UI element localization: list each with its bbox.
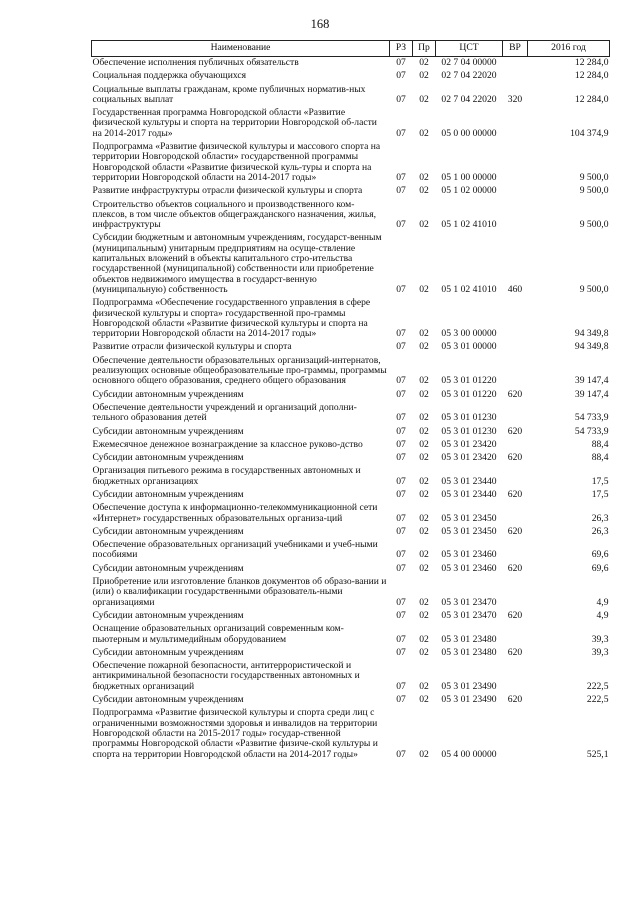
row-vr-cell: [503, 57, 528, 71]
row-rz-cell: 07: [396, 562, 406, 574]
header-cst: ЦСТ: [436, 41, 503, 57]
table-row: [92, 341, 610, 354]
table-row: [92, 526, 610, 539]
row-name-cell: Строительство объектов социального и производственного ком-плексов, в том числе объектов общегражданского назначения, жилья, инфраструктуры: [92, 198, 377, 231]
row-vr-cell: [503, 623, 528, 647]
row-rz-cell: 07: [396, 549, 406, 561]
row-pr-cell: 02: [419, 562, 429, 574]
row-vr-cell: 460: [507, 283, 523, 295]
row-rz-cell: 07: [396, 70, 406, 82]
row-name-cell: Обеспечение деятельности учреждений и организаций дополни-тельного образования детей: [92, 401, 357, 424]
row-pr-cell: 02: [419, 512, 429, 524]
row-cst-cell: 05 3 01 23470: [441, 596, 497, 608]
row-name-cell: Субсидии автономным учреждениям: [92, 452, 244, 464]
row-vr-cell: 620: [507, 562, 523, 574]
row-vr-cell: [503, 355, 528, 389]
table-row: [92, 452, 610, 465]
table-row: [92, 402, 610, 426]
row-cst-cell: 05 3 01 23420: [441, 438, 497, 450]
row-amount-cell: 54 733,9: [574, 425, 609, 437]
row-rz-cell: 07: [396, 127, 406, 139]
table-row: [92, 389, 610, 402]
row-vr-cell: 620: [507, 488, 523, 500]
row-name-cell: Субсидии автономным учреждениям: [92, 425, 244, 437]
row-cst-cell: 05 3 01 23450: [441, 525, 497, 537]
row-cst-cell: 05 3 01 23480: [441, 646, 497, 658]
row-vr-cell: 620: [507, 388, 523, 400]
row-amount-cell: 39 147,4: [574, 388, 609, 400]
row-cst-cell: 05 3 01 23460: [441, 549, 497, 561]
row-pr-cell: 02: [419, 748, 429, 760]
row-name-cell: Социальные выплаты гражданам, кроме публичных норматив-ных социальных выплат: [92, 83, 366, 105]
row-amount-cell: 26,3: [591, 525, 609, 537]
row-rz-cell: 07: [396, 452, 406, 464]
row-rz-cell: 07: [396, 694, 406, 706]
row-cst-cell: 05 1 02 41010: [441, 283, 497, 295]
row-name-cell: Обеспечение пожарной безопасности, антитеррористической и антикриминальной безопасности государственных автономных и бюджетных организаций: [92, 660, 360, 692]
row-vr-cell: 620: [507, 646, 523, 658]
row-rz-cell: 07: [396, 171, 406, 183]
row-amount-cell: 69,6: [591, 549, 609, 561]
row-name-cell: Развитие отрасли физической культуры и спорта: [92, 341, 292, 353]
row-vr-cell: [503, 707, 528, 761]
row-amount-cell: 39,3: [591, 633, 609, 645]
row-rz-cell: 07: [396, 219, 406, 231]
row-cst-cell: 02 7 04 22020: [441, 93, 497, 105]
row-amount-cell: 9 500,0: [579, 219, 609, 231]
row-amount-cell: 88,4: [591, 438, 609, 450]
row-cst-cell: 05 3 01 23490: [441, 694, 497, 706]
table-row: [92, 647, 610, 660]
row-amount-cell: 17,5: [591, 475, 609, 487]
row-pr-cell: 02: [419, 596, 429, 608]
row-name-cell: Субсидии автономным учреждениям: [92, 646, 244, 658]
table-header-row: [92, 41, 610, 57]
row-cst-cell: 02 7 04 00000: [441, 57, 497, 68]
row-rz-cell: 07: [396, 512, 406, 524]
row-cst-cell: 05 3 01 01220: [441, 388, 497, 400]
row-vr-cell: [503, 576, 528, 610]
row-name-cell: Подпрограмма «Развитие физической культуры и массового спорта на территории Новгородской области» государственной программы Новгородской области «Развитие физической куль-туры и спорта на территории Новгородской области на 2014-2017 годы»: [92, 141, 381, 183]
row-pr-cell: 02: [419, 549, 429, 561]
row-name-cell: Подпрограмма «Обеспечение государственного управления в сфере физической культуры и спорта» государственной про-граммы Новгородской области «Развитие физической культуры и спорта на территории Новгородской области на 2014-2017 годы»: [92, 297, 371, 340]
row-pr-cell: 02: [419, 388, 429, 400]
row-amount-cell: 525,1: [586, 748, 609, 760]
budget-table: [91, 40, 610, 762]
row-amount-cell: 9 500,0: [579, 283, 609, 295]
row-name-cell: Субсидии автономным учреждениям: [92, 562, 244, 574]
row-name-cell: Оснащение образовательных организаций современным ком-пьютерным и мультимедийным оборудованием: [92, 623, 344, 645]
row-pr-cell: 02: [419, 646, 429, 658]
row-amount-cell: 104 374,9: [570, 127, 609, 139]
table-row: [92, 439, 610, 452]
row-cst-cell: 05 3 01 01220: [441, 375, 497, 387]
row-amount-cell: 4,9: [596, 596, 609, 608]
row-name-cell: Субсидии автономным учреждениям: [92, 388, 244, 400]
row-name-cell: Обеспечение деятельности образовательных организаций-интернатов, реализующих основные общеобразовательные про-граммы, программы основного общего образования, среднего общего образования: [92, 354, 387, 387]
row-rz-cell: 07: [396, 412, 406, 424]
row-cst-cell: 05 1 00 00000: [441, 171, 497, 183]
row-pr-cell: 02: [419, 452, 429, 464]
row-rz-cell: 07: [396, 388, 406, 400]
row-pr-cell: 02: [419, 438, 429, 450]
row-vr-cell: 620: [507, 694, 523, 706]
header-pr: Пр: [413, 41, 436, 57]
row-rz-cell: 07: [396, 328, 406, 340]
row-vr-cell: [503, 107, 528, 141]
row-amount-cell: 94 349,8: [574, 328, 609, 340]
row-cst-cell: 05 3 01 00000: [441, 341, 497, 353]
row-pr-cell: 02: [419, 475, 429, 487]
row-cst-cell: 02 7 04 22020: [441, 70, 497, 82]
row-vr-cell: 620: [507, 452, 523, 464]
row-pr-cell: 02: [419, 185, 429, 197]
row-amount-cell: 39,3: [591, 646, 609, 658]
row-vr-cell: [503, 465, 528, 489]
row-amount-cell: 12 284,0: [574, 70, 609, 82]
row-cst-cell: 05 3 01 23420: [441, 452, 497, 464]
table-row: [92, 489, 610, 502]
table-row: [92, 232, 610, 297]
row-name-cell: Приобретение или изготовление бланков документов об образо-вании и (или) о квалификации государственными образователь-ными организациями: [92, 576, 387, 608]
row-amount-cell: 26,3: [591, 512, 609, 524]
row-rz-cell: 07: [396, 525, 406, 537]
header-name: Наименование: [92, 41, 390, 57]
row-cst-cell: 05 3 01 23470: [441, 609, 497, 621]
row-vr-cell: [503, 141, 528, 185]
table-row: [92, 694, 610, 707]
row-vr-cell: [503, 402, 528, 426]
table-row: [92, 426, 610, 439]
row-vr-cell: [503, 502, 528, 526]
table-row: [92, 141, 610, 185]
row-pr-cell: 02: [419, 680, 429, 692]
row-name-cell: Обеспечение исполнения публичных обязательств: [92, 57, 299, 68]
row-amount-cell: 9 500,0: [579, 185, 609, 197]
table-row: [92, 185, 610, 198]
row-amount-cell: 54 733,9: [574, 412, 609, 424]
row-vr-cell: [503, 660, 528, 694]
row-pr-cell: 02: [419, 57, 429, 68]
row-pr-cell: 02: [419, 633, 429, 645]
row-cst-cell: 05 4 00 00000: [441, 748, 497, 760]
row-name-cell: Обеспечение доступа к информационно-телекоммуникационной сети «Интернет» государственных образовательных организа-ций: [92, 502, 378, 524]
row-amount-cell: 4,9: [596, 609, 609, 621]
row-vr-cell: [503, 539, 528, 563]
row-pr-cell: 02: [419, 127, 429, 139]
table-row: [92, 70, 610, 83]
row-name-cell: Государственная программа Новгородской области «Развитие физической культуры и спорта на территории Новгородской об-ласти на 2014-2017 годы»: [92, 107, 377, 139]
row-amount-cell: 9 500,0: [579, 171, 609, 183]
row-cst-cell: 05 3 01 23460: [441, 562, 497, 574]
table-row: [92, 84, 610, 108]
row-name-cell: Ежемесячное денежное вознаграждение за классное руково-дство: [92, 438, 363, 450]
row-vr-cell: 620: [507, 525, 523, 537]
row-cst-cell: 05 3 01 23450: [441, 512, 497, 524]
row-vr-cell: 620: [507, 609, 523, 621]
row-pr-cell: 02: [419, 328, 429, 340]
row-rz-cell: 07: [396, 488, 406, 500]
row-rz-cell: 07: [396, 375, 406, 387]
row-cst-cell: 05 3 01 23440: [441, 488, 497, 500]
row-name-cell: Субсидии автономным учреждениям: [92, 694, 244, 706]
row-amount-cell: 39 147,4: [574, 375, 609, 387]
table-row: [92, 623, 610, 647]
row-vr-cell: [503, 185, 528, 198]
row-pr-cell: 02: [419, 93, 429, 105]
row-amount-cell: 94 349,8: [574, 341, 609, 353]
row-rz-cell: 07: [396, 425, 406, 437]
table-row: [92, 576, 610, 610]
table-row: [92, 502, 610, 526]
header-rz: РЗ: [390, 41, 413, 57]
row-amount-cell: 88,4: [591, 452, 609, 464]
header-vr: ВР: [503, 41, 528, 57]
row-amount-cell: 12 284,0: [574, 93, 609, 105]
row-pr-cell: 02: [419, 609, 429, 621]
row-rz-cell: 07: [396, 646, 406, 658]
row-name-cell: Развитие инфраструктуры отрасли физической культуры и спорта: [92, 185, 363, 197]
row-amount-cell: 12 284,0: [574, 57, 609, 68]
row-pr-cell: 02: [419, 283, 429, 295]
row-rz-cell: 07: [396, 633, 406, 645]
table-row: [92, 707, 610, 761]
table-row: [92, 660, 610, 694]
row-rz-cell: 07: [396, 680, 406, 692]
row-cst-cell: 05 3 01 23440: [441, 475, 497, 487]
row-name-cell: Субсидии автономным учреждениям: [92, 609, 244, 621]
row-name-cell: Обеспечение образовательных организаций учебниками и учеб-ными пособиями: [92, 539, 378, 561]
row-rz-cell: 07: [396, 93, 406, 105]
row-vr-cell: [503, 341, 528, 354]
table-row: [92, 610, 610, 623]
row-vr-cell: [503, 70, 528, 83]
page-number: 168: [310, 17, 330, 31]
row-pr-cell: 02: [419, 425, 429, 437]
row-pr-cell: 02: [419, 488, 429, 500]
table-row: [92, 539, 610, 563]
row-rz-cell: 07: [396, 596, 406, 608]
row-cst-cell: 05 3 01 01230: [441, 412, 497, 424]
row-pr-cell: 02: [419, 694, 429, 706]
row-rz-cell: 07: [396, 57, 406, 68]
row-name-cell: Организация питьевого режима в государственных автономных и бюджетных организациях: [92, 465, 361, 487]
row-name-cell: Субсидии автономным учреждениям: [92, 488, 244, 500]
row-rz-cell: 07: [396, 341, 406, 353]
row-vr-cell: [503, 199, 528, 233]
row-name-cell: Субсидии автономным учреждениям: [92, 525, 244, 537]
row-pr-cell: 02: [419, 171, 429, 183]
table-row: [92, 563, 610, 576]
row-amount-cell: 17,5: [591, 488, 609, 500]
row-amount-cell: 222,5: [586, 694, 609, 706]
row-rz-cell: 07: [396, 748, 406, 760]
row-amount-cell: 69,6: [591, 562, 609, 574]
table-row: [92, 297, 610, 341]
row-cst-cell: 05 1 02 41010: [441, 219, 497, 231]
row-vr-cell: 320: [507, 93, 523, 105]
row-name-cell: Социальная поддержка обучающихся: [92, 70, 247, 82]
row-pr-cell: 02: [419, 341, 429, 353]
row-pr-cell: 02: [419, 375, 429, 387]
row-vr-cell: 620: [507, 425, 523, 437]
table-row: [92, 107, 610, 141]
row-cst-cell: 05 3 01 23490: [441, 680, 497, 692]
row-cst-cell: 05 0 00 00000: [441, 127, 497, 139]
table-row: [92, 465, 610, 489]
row-cst-cell: 05 1 02 00000: [441, 185, 497, 197]
table-row: [92, 355, 610, 389]
row-vr-cell: [503, 297, 528, 341]
row-cst-cell: 05 3 01 01230: [441, 425, 497, 437]
row-rz-cell: 07: [396, 438, 406, 450]
row-name-cell: Подпрограмма «Развитие физической культуры и спорта среди лиц с ограниченными возможностями здоровья и инвалидов на территории Новгородской области на 2015-2017 годы» государ-ственной программы Новгородской области «Развитие физиче-ской культуры и спорта на территории Новгородской области на 2014-2017 годы»: [92, 707, 378, 760]
row-cst-cell: 05 3 00 00000: [441, 328, 497, 340]
row-pr-cell: 02: [419, 525, 429, 537]
row-rz-cell: 07: [396, 283, 406, 295]
row-pr-cell: 02: [419, 412, 429, 424]
row-cst-cell: 05 3 01 23480: [441, 633, 497, 645]
row-pr-cell: 02: [419, 219, 429, 231]
row-name-cell: Субсидии бюджетным и автономным учреждениям, государст-венным (муниципальным) унитарным предприятиям на осуще-ствление капитальных вложений в объекты капитального стро-ительства государственной (муниципальной) собственности или приобретение объектов недвижимого имущества в государст-венную (муниципальную) собственность: [92, 232, 382, 295]
header-year: 2016 год: [528, 41, 610, 57]
row-vr-cell: [503, 439, 528, 452]
table-row: [92, 57, 610, 71]
row-rz-cell: 07: [396, 475, 406, 487]
row-rz-cell: 07: [396, 609, 406, 621]
row-rz-cell: 07: [396, 185, 406, 197]
row-amount-cell: 222,5: [586, 680, 609, 692]
row-pr-cell: 02: [419, 70, 429, 82]
table-row: [92, 199, 610, 233]
